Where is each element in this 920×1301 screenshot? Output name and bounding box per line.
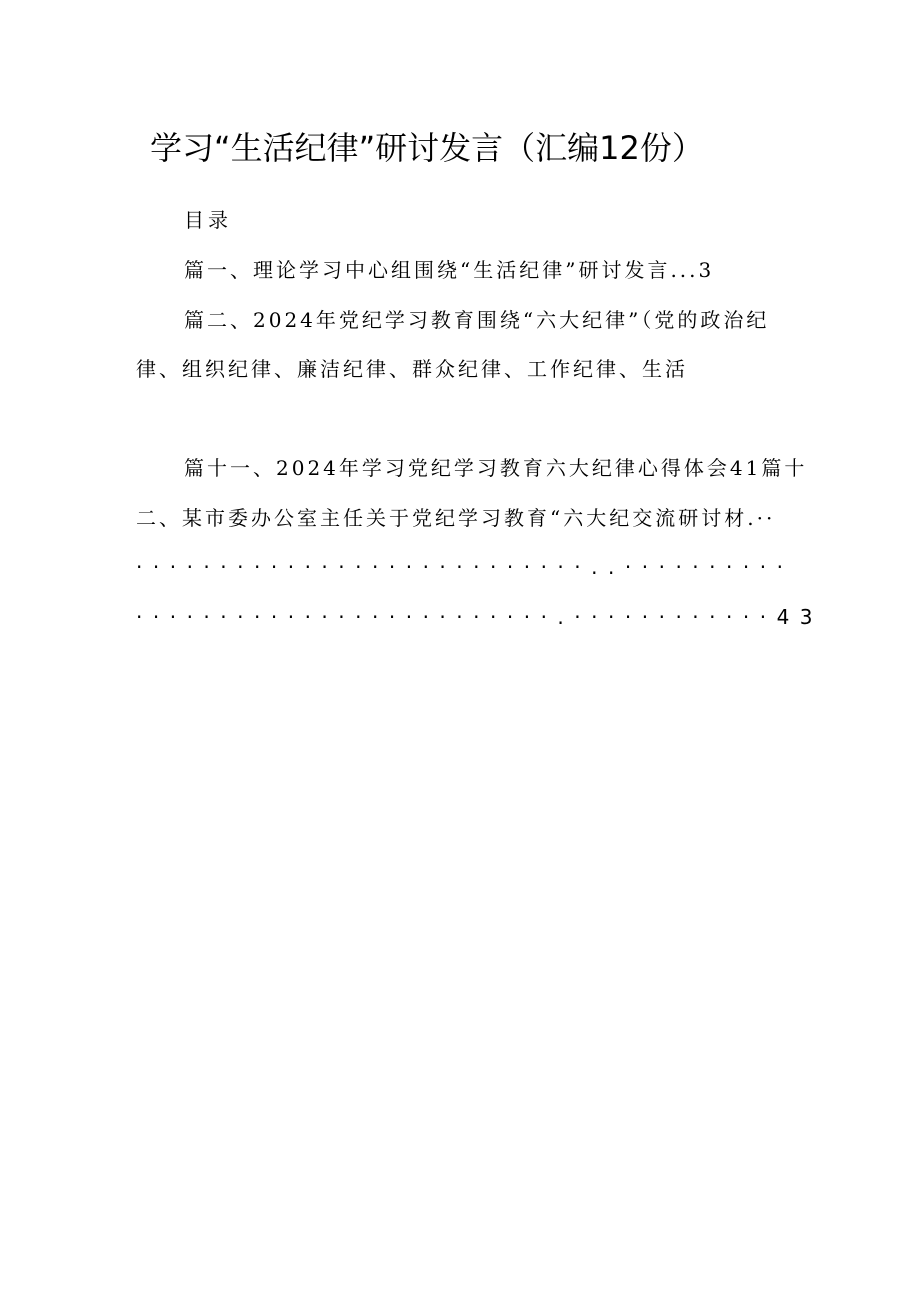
toc-entry-2-line-2[interactable]: 律、组织纪律、廉洁纪律、群众纪律、工作纪律、生活 (136, 357, 688, 381)
toc-heading: 目录 (184, 208, 232, 232)
toc-entry-2-line-1[interactable]: 篇二、2024年党纪学习教育围绕“六大纪律”（党的政治纪 (184, 308, 770, 332)
toc-entry-12-leader-dots-page: ·························.············43 (136, 605, 824, 629)
toc-entry-12-leader-dots: ···························..·········· (136, 555, 794, 579)
toc-entry-11-line-1[interactable]: 篇十一、2024年学习党纪学习教育六大纪律心得体会41篇十 (184, 456, 808, 480)
toc-entry-1[interactable]: 篇一、理论学习中心组围绕“生活纪律”研讨发言...3 (184, 258, 715, 282)
toc-entry-12-line-1[interactable]: 二、某市委办公室主任关于党纪学习教育“六大纪交流研讨材.·· (136, 506, 776, 530)
document-title: 学习“生活纪律”研讨发言（汇编12份） (150, 129, 704, 167)
